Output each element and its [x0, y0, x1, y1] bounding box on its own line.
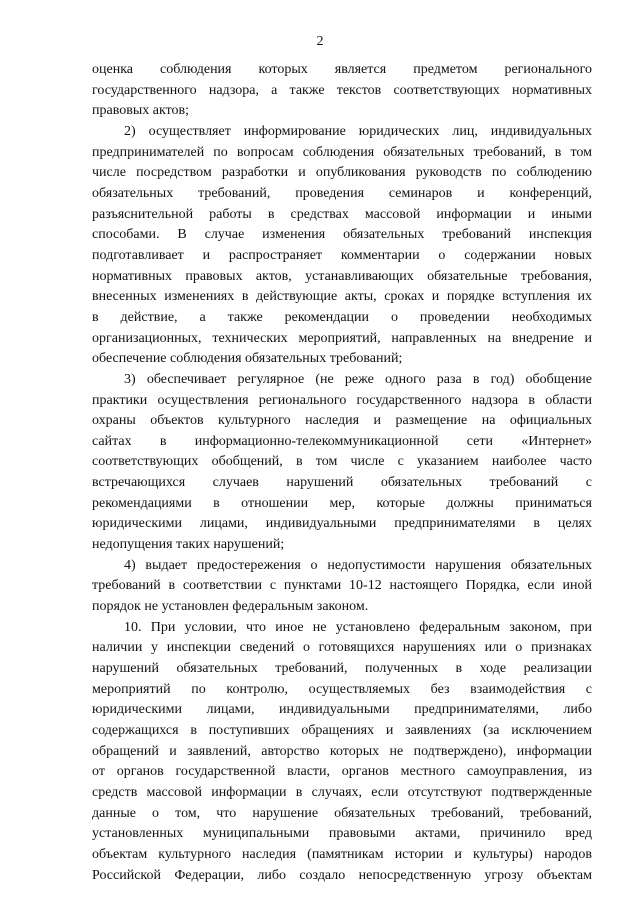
text-line: данные о том, что нарушение обязательных требований, требований, — [92, 805, 592, 821]
text-line: обращений и заявлений, авторство которых не подтверждено), информации — [92, 743, 592, 759]
text-line: порядок не установлен федеральным законом. — [92, 599, 369, 615]
text-line: предпринимателей по вопросам соблюдения обязательных требований, в том — [92, 144, 592, 160]
text-line: обеспечение соблюдения обязательных требований; — [92, 351, 403, 367]
text-line: установленных муниципальными правовыми актами, причинило вред — [92, 826, 592, 842]
text-line: внесенных изменениях в действующие акты, сроках и порядке вступления их — [92, 289, 592, 305]
text-line: разъяснительной работы в средствах массовой информации и иными — [92, 206, 592, 222]
text-line: встречающихся случаев нарушений обязательных требований с — [92, 475, 592, 491]
text-line: наличии у инспекции сведений о готовящихся нарушениях или о признаках — [92, 640, 592, 656]
text-line: юридическими лицами, индивидуальными предпринимателями в целях — [92, 516, 592, 532]
text-line: организационных, технических мероприятий, направленных на внедрение и — [92, 330, 592, 346]
paragraph — [92, 556, 592, 618]
paragraph — [92, 60, 592, 122]
page-number: 2 — [316, 34, 324, 49]
text-line: 10. При условии, что иное не установлено федеральным законом, при — [124, 619, 592, 635]
text-line: практики осуществления регионального государственного надзора в области — [92, 392, 592, 408]
text-line: соответствующих обобщений, в том числе с указанием наиболее часто — [92, 454, 592, 470]
text-line: объектам культурного наследия (памятникам истории и культуры) народов — [92, 846, 592, 862]
text-line: охраны объектов культурного наследия и размещение на официальных — [92, 413, 592, 429]
text-line: подготавливает и распространяет комментарии о содержании новых — [92, 247, 592, 263]
text-line: содержащихся в поступивших обращениях и заявлениях (за исключением — [92, 723, 592, 738]
text-line: оценка соблюдения которых является предметом регионального — [92, 62, 592, 77]
text-line: нормативных правовых актов, устанавливающих обязательные требования, — [92, 268, 592, 284]
text-line: недопущения таких нарушений; — [92, 537, 285, 553]
text-line: средств массовой информации в случаях, если отсутствуют подтвержденные — [92, 784, 592, 800]
text-line: в действие, а также рекомендации о проведении необходимых — [92, 309, 592, 325]
text-line: способами. В случае изменения обязательных требований инспекция — [92, 227, 592, 243]
text-line: от органов государственной власти, органов местного самоуправления, из — [92, 764, 592, 780]
paragraph — [92, 618, 592, 887]
text-line: государственного надзора, а также текстов соответствующих нормативных — [92, 82, 592, 98]
text-line: обязательных требований, проведения семинаров и конференций, — [92, 185, 592, 201]
text-line: правовых актов; — [92, 103, 190, 119]
paragraph — [92, 370, 592, 556]
text-line: 4) выдает предостережения о недопустимости нарушения обязательных — [124, 557, 592, 573]
text-line: мероприятий по контролю, осуществляемых без взаимодействия с — [92, 681, 592, 697]
text-line: 2) осуществляет информирование юридических лиц, индивидуальных — [124, 123, 592, 139]
text-line: 3) обеспечивает регулярное (не реже одного раза в год) обобщение — [124, 371, 592, 387]
paragraph — [92, 122, 592, 370]
document-body — [92, 60, 592, 886]
text-line: требований в соответствии с пунктами 10-12 настоящего Порядка, если иной — [92, 578, 592, 594]
text-line: сайтах в информационно-телекоммуникационной сети «Интернет» — [92, 433, 592, 449]
text-line: Российской Федерации, либо создало непосредственную угрозу объектам — [92, 867, 592, 883]
text-line: числе посредством разработки и опубликования руководств по соблюдению — [92, 165, 592, 181]
text-line: нарушений обязательных требований, полученных в ходе реализации — [92, 661, 592, 677]
text-line: рекомендациями в отношении мер, которые должны приниматься — [92, 495, 592, 511]
text-line: юридическими лицами, индивидуальными предпринимателями, либо — [92, 702, 592, 718]
